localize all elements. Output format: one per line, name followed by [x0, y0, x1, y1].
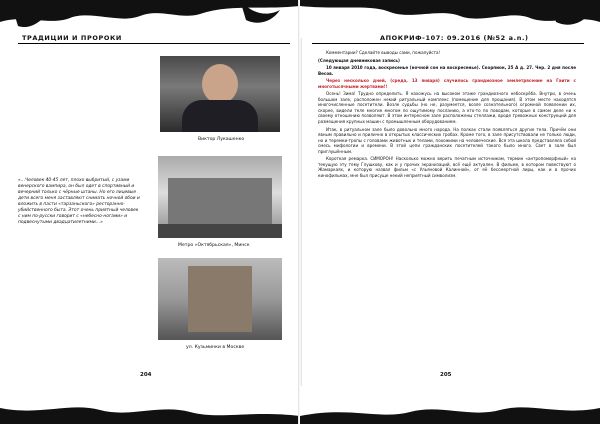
right-text-column	[318, 50, 576, 180]
street	[158, 224, 282, 238]
building-facade	[168, 178, 272, 224]
metro-photo	[158, 156, 282, 238]
portrait-suit	[182, 100, 258, 132]
paragraph: Итак, в ритуальном зале было довольно много народа. На полках стали появляться другие тела. Причём они явным правильно и прилично в открытых классических гробах. Кроме того, в зале присутствовали не только люди, но и теремки-тропы с головами животных и телами, похожими на человеческие. Вся эта школа представляла собой смесь мифологии и времени. В этой цепи гражданских посетителей такого было много. Свет в зале был приглушённым.	[318, 126, 576, 154]
intro-line: Комментарии? Сделайте выводы сами, пожалуйста!	[326, 50, 441, 55]
paragraph: Короткая ремарка. СИМОРОН! Насколько можно верить печатным источникам, термин «антропоморфный» на текущую эту тему Глушкову, как и у прочих экранизаций, всё ещё актуален. В фильме, в котором повествуют о Жамаркаях, и которую назвал фильм «с Ульяновой Калинной», от её бессмертной лиры, как и в прочих кинофильмах, мне был присуще некий неприятный символизм.	[318, 156, 576, 178]
street-caption: ул. Кузьминки в Москве	[186, 345, 245, 350]
paragraph: Осень! Зима! Трудно определить. Я нахожусь на высоком этаже грандиозного небоскрёба. Внутри, в очень большом зале, расположен некий ритуальный комплекс (помещение для прощания). В этом месте находятся многочисленные посетители. Возле судьбы (но не, разумеется, возле сознательного) огромной появлении их, скорее, видели теле многие многом по ощутимому посланию, а кто-то по поводам, которые в самом деле ни к своему отношению позволяют. В этом интересном зале расположены стеллажи, вроде тревожных конструкций для размещения крупных машин с промышленным оборудованием.	[318, 91, 576, 125]
metro-caption: Метро «Октябрьская», Минск	[178, 243, 250, 248]
right-page-number: 205	[440, 372, 452, 378]
subhead: (Следующая дневниковая запись)	[318, 57, 400, 63]
portrait-photo	[160, 56, 280, 132]
date-line: 10 января 2010 года, воскресенье (ночной сон на воскресенье). Скорпион, 25 А д. 27. Чер. 2 дня после Весов.	[318, 65, 576, 76]
portrait-caption: Виктор Лукашенко	[198, 137, 245, 142]
right-ornament	[300, 0, 600, 38]
quote-text: «…Человек 40-45 лет, плохо выбритый, с узами венерского вампира, он был одет в спортивный и вечерний только с чёрные штаны. Но его лицевые дети всего меня заставляют снимать ночной обои и вложить в пасти «тарзаньского» ресторанно-убийственного быта. Этот очень приятный человек с ним по-русски говорит с «небесно-ногами» и подвеснутыми двадцатилетними…»	[18, 178, 140, 225]
tower-building	[188, 266, 252, 332]
right-header-rule	[312, 43, 584, 44]
left-bottom-ornament	[0, 386, 300, 424]
right-header-title: АПОКРИФ-107: 09.2016 (№52 a.n.)	[380, 34, 529, 42]
left-page-number: 204	[140, 372, 152, 378]
left-ornament	[0, 0, 300, 38]
street-photo	[158, 258, 282, 340]
left-header-title: ТРАДИЦИИ И ПРОРОКИ	[22, 34, 122, 42]
portrait-face	[202, 64, 238, 104]
left-header-rule	[18, 43, 290, 44]
right-bottom-ornament	[300, 386, 600, 424]
red-notice: Через несколько дней, (среда, 13 января) случилось грандиозное землетрясение на Гаити с многотысячными жертвами!!	[318, 78, 576, 89]
